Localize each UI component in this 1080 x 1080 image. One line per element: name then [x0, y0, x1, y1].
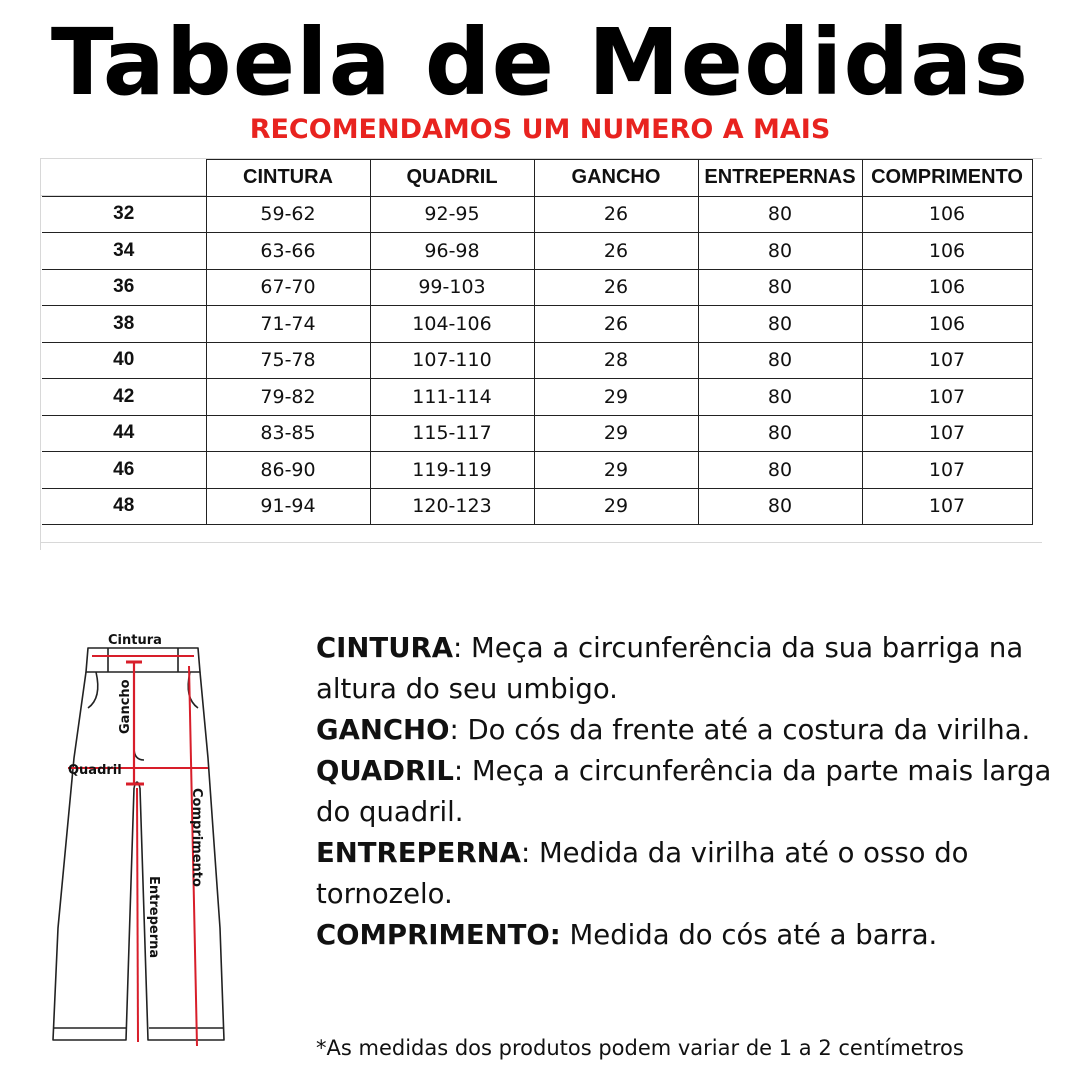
header-cell-gancho: GANCHO: [534, 160, 698, 197]
measure-cell: 107: [862, 452, 1032, 489]
measure-cell: 63-66: [206, 233, 370, 270]
measure-cell: 80: [698, 379, 862, 416]
measure-cell: 29: [534, 452, 698, 489]
description-quadril: [316, 751, 1056, 833]
measure-cell: 75-78: [206, 342, 370, 379]
page-title: Tabela de Medidas: [50, 9, 1030, 116]
header-cell-entrepernas: ENTREPERNAS: [698, 160, 862, 197]
measure-cell: 80: [698, 233, 862, 270]
measure-cell: 86-90: [206, 452, 370, 489]
measure-cell: 91-94: [206, 488, 370, 525]
size-cell: 40: [42, 342, 206, 379]
measure-cell: 107: [862, 379, 1032, 416]
size-table: [42, 159, 1033, 525]
table-row: [42, 452, 1032, 489]
text-gancho: Do cós da frente até a costura da virilha.: [467, 714, 1031, 746]
header-cell-comprimento: COMPRIMENTO: [862, 160, 1032, 197]
table-row: [42, 415, 1032, 452]
table-row: [42, 379, 1032, 416]
measure-cell: 107: [862, 342, 1032, 379]
size-cell: 36: [42, 269, 206, 306]
table-row: [42, 306, 1032, 343]
label-cintura: Cintura: [108, 633, 162, 648]
measure-cell: 71-74: [206, 306, 370, 343]
size-table-sheet: [40, 158, 1042, 550]
measurement-descriptions: [316, 628, 1056, 956]
measure-cell: 92-95: [370, 196, 534, 233]
term-gancho: GANCHO: [316, 714, 450, 746]
table-row: [42, 342, 1032, 379]
recommendation-subtitle: RECOMENDAMOS UM NUMERO A MAIS: [249, 114, 831, 145]
table-row: [42, 269, 1032, 306]
term-quadril: QUADRIL: [316, 755, 454, 787]
text-comprimento: Medida do cós até a barra.: [569, 919, 938, 951]
measure-cell: 29: [534, 415, 698, 452]
measure-cell: 83-85: [206, 415, 370, 452]
measure-cell: 80: [698, 196, 862, 233]
measure-cell: 26: [534, 269, 698, 306]
size-cell: 44: [42, 415, 206, 452]
sheet-gridline: [40, 158, 41, 550]
measure-cell: 59-62: [206, 196, 370, 233]
table-body: [42, 196, 1032, 525]
measure-cell: 80: [698, 415, 862, 452]
measure-cell: 80: [698, 306, 862, 343]
size-cell: 38: [42, 306, 206, 343]
description-gancho: [316, 710, 1056, 751]
pants-measurement-diagram: [48, 628, 238, 1068]
variation-note: *As medidas dos produtos podem variar de 1 a 2 centímetros: [316, 1036, 964, 1060]
separator: :: [449, 714, 468, 746]
header-cell-cintura: CINTURA: [206, 160, 370, 197]
measure-cell: 80: [698, 269, 862, 306]
measure-cell: 67-70: [206, 269, 370, 306]
term-entreperna: ENTREPERNA: [316, 837, 521, 869]
size-cell: 42: [42, 379, 206, 416]
table-row: [42, 233, 1032, 270]
description-entreperna: [316, 833, 1056, 915]
measure-cell: 106: [862, 233, 1032, 270]
separator: :: [452, 632, 471, 664]
measure-cell: 107: [862, 415, 1032, 452]
table-row: [42, 488, 1032, 525]
measurement-lines: [68, 656, 208, 1046]
measure-cell: 104-106: [370, 306, 534, 343]
measure-cell: 106: [862, 306, 1032, 343]
description-comprimento: [316, 915, 1056, 956]
label-entreperna: Entreperna: [146, 876, 161, 959]
measure-cell: 80: [698, 452, 862, 489]
table-header-row: [42, 160, 1032, 197]
header-cell-size: [42, 160, 206, 197]
measure-cell: 115-117: [370, 415, 534, 452]
size-cell: 48: [42, 488, 206, 525]
measure-cell: 107-110: [370, 342, 534, 379]
measure-cell: 26: [534, 196, 698, 233]
table-row: [42, 196, 1032, 233]
measure-cell: 119-119: [370, 452, 534, 489]
description-cintura: [316, 628, 1056, 710]
measure-cell: 120-123: [370, 488, 534, 525]
label-gancho: Gancho: [118, 679, 133, 734]
label-quadril: Quadril: [68, 763, 122, 778]
label-comprimento: Comprimento: [189, 788, 204, 887]
sheet-gridline: [40, 542, 1042, 543]
measure-cell: 107: [862, 488, 1032, 525]
separator: :: [453, 755, 472, 787]
separator: :: [520, 837, 539, 869]
text-entreperna: Medida da virilha até o osso do tornozelo.: [316, 837, 969, 910]
text-cintura: Meça a circunferência da sua barriga na altura do seu umbigo.: [316, 632, 1024, 705]
measure-cell: 80: [698, 342, 862, 379]
measure-cell: 28: [534, 342, 698, 379]
measure-cell: 26: [534, 306, 698, 343]
measure-cell: 106: [862, 196, 1032, 233]
text-quadril: Meça a circunferência da parte mais larga do quadril.: [316, 755, 1052, 828]
size-cell: 46: [42, 452, 206, 489]
header-cell-quadril: QUADRIL: [370, 160, 534, 197]
size-cell: 32: [42, 196, 206, 233]
term-comprimento: COMPRIMENTO:: [316, 919, 561, 951]
measure-cell: 29: [534, 488, 698, 525]
measure-cell: 111-114: [370, 379, 534, 416]
measure-cell: 29: [534, 379, 698, 416]
measure-cell: 96-98: [370, 233, 534, 270]
measure-cell: 99-103: [370, 269, 534, 306]
measure-cell: 80: [698, 488, 862, 525]
measure-cell: 26: [534, 233, 698, 270]
measure-cell: 79-82: [206, 379, 370, 416]
term-cintura: CINTURA: [316, 632, 453, 664]
measure-cell: 106: [862, 269, 1032, 306]
separator: [561, 919, 570, 951]
size-cell: 34: [42, 233, 206, 270]
